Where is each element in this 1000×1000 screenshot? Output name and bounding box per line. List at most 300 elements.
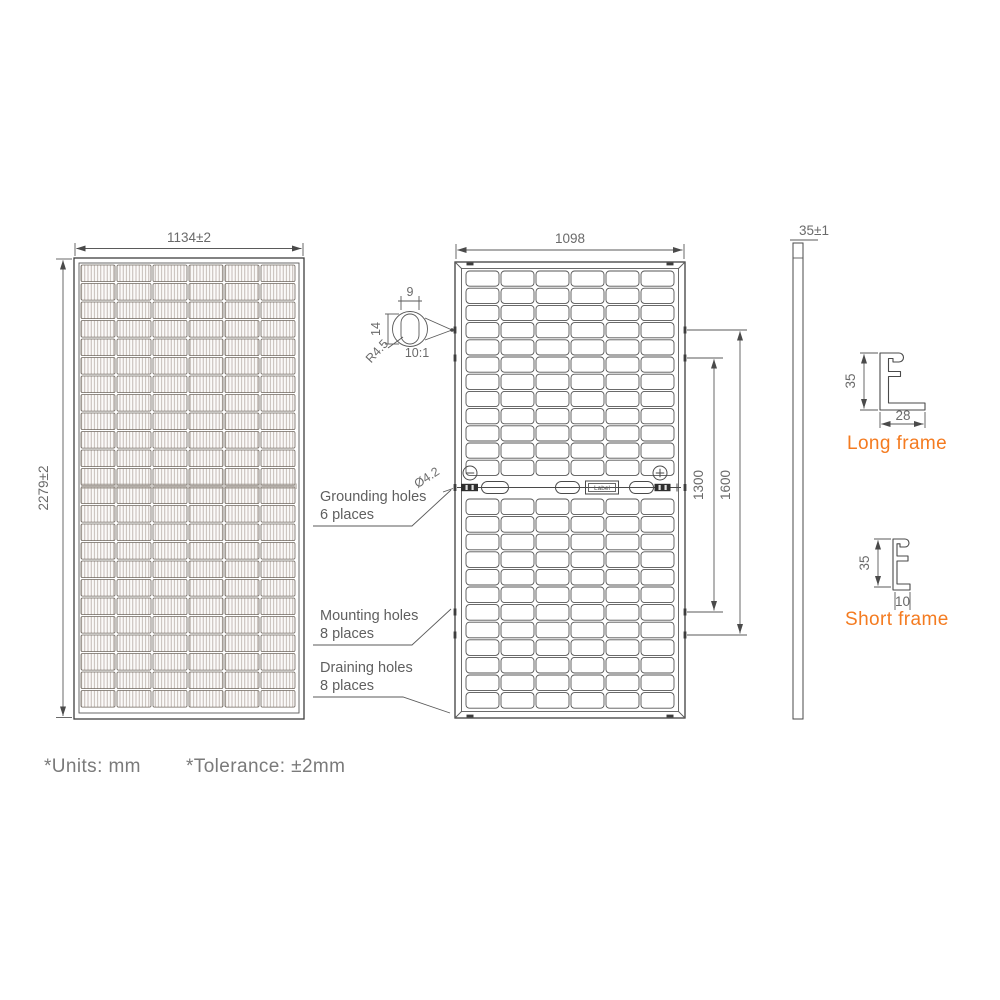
back-cell: [501, 640, 534, 656]
back-cell: [641, 305, 674, 320]
back-cell: [606, 305, 639, 320]
front-cell: [261, 617, 295, 634]
back-cell: [501, 323, 534, 338]
side-view: [790, 223, 829, 719]
back-cell: [466, 357, 499, 372]
front-cell: [153, 672, 187, 689]
front-cell: [81, 265, 115, 282]
hole-mark: [454, 609, 457, 616]
hole-mark: [684, 355, 687, 362]
front-cell: [81, 672, 115, 689]
back-cell: [571, 305, 604, 320]
back-cell: [571, 605, 604, 621]
front-cell: [81, 654, 115, 671]
front-cell: [189, 524, 223, 541]
slot-hole-shape: [401, 314, 419, 344]
back-cell: [641, 340, 674, 355]
front-cell: [117, 635, 151, 652]
back-cell: [536, 552, 569, 568]
front-cell: [117, 265, 151, 282]
back-cell: [536, 409, 569, 424]
back-cell: [571, 460, 604, 475]
footer-notes: [44, 756, 345, 777]
front-cell: [117, 580, 151, 597]
mounting-label-line2: 8 places: [320, 626, 375, 642]
back-cell: [606, 271, 639, 286]
back-cell: [641, 675, 674, 691]
back-cell: [501, 271, 534, 286]
back-cell: [571, 622, 604, 638]
front-cell: [153, 339, 187, 356]
front-cell: [153, 487, 187, 504]
back-cell: [536, 374, 569, 389]
back-cell: [641, 534, 674, 550]
front-cell: [153, 561, 187, 578]
front-cell: [117, 598, 151, 615]
front-cell: [261, 635, 295, 652]
draining-label-line2: 8 places: [320, 678, 375, 694]
back-cell: [641, 374, 674, 389]
short-frame-caption: Short frame: [845, 609, 949, 630]
short-frame-profile: [893, 539, 910, 590]
back-cell: [571, 323, 604, 338]
front-cell: [81, 358, 115, 375]
back-cell: [466, 569, 499, 585]
front-cell: [189, 580, 223, 597]
back-cell: [501, 534, 534, 550]
back-cell: [501, 657, 534, 673]
callout-draining: [313, 660, 450, 713]
dim-1600-label: 1600: [718, 469, 733, 501]
front-cell: [225, 321, 259, 338]
front-cell: [261, 561, 295, 578]
front-cell: [117, 358, 151, 375]
hole-mark: [454, 484, 457, 491]
front-cell: [225, 450, 259, 467]
back-cell: [571, 640, 604, 656]
back-cell: [606, 323, 639, 338]
front-cell: [189, 358, 223, 375]
front-cell: [261, 654, 295, 671]
back-cell: [466, 426, 499, 441]
back-cell: [571, 288, 604, 303]
back-cell: [466, 605, 499, 621]
hole-mark: [667, 263, 674, 266]
front-cell: [117, 469, 151, 486]
back-cell: [501, 426, 534, 441]
front-cell: [81, 487, 115, 504]
front-cell: [153, 524, 187, 541]
back-cell: [571, 587, 604, 603]
hole-mark: [454, 327, 457, 334]
front-cell: [225, 376, 259, 393]
back-cell: [536, 426, 569, 441]
front-cell: [261, 358, 295, 375]
back-cell: [466, 288, 499, 303]
front-width-dimension: [75, 230, 303, 256]
side-profile-bar: [793, 243, 803, 719]
front-cell: [81, 302, 115, 319]
long-frame-profile: [880, 353, 925, 410]
back-cell: [501, 357, 534, 372]
front-cell: [153, 302, 187, 319]
back-cell: [466, 374, 499, 389]
slot-width-label: 9: [406, 285, 414, 299]
front-cell: [189, 487, 223, 504]
hole-mark: [467, 263, 474, 266]
front-cell: [225, 691, 259, 708]
back-cell: [536, 693, 569, 709]
front-cell: [189, 265, 223, 282]
back-cell: [641, 693, 674, 709]
back-cell: [606, 443, 639, 458]
front-cell: [117, 691, 151, 708]
back-cell: [641, 605, 674, 621]
back-cell: [536, 288, 569, 303]
back-cell: [536, 391, 569, 406]
right-connector-icon: [655, 484, 671, 491]
front-cell: [81, 691, 115, 708]
hole-mark: [454, 632, 457, 639]
front-cell: [117, 376, 151, 393]
back-cell: [571, 499, 604, 515]
front-cell: [153, 598, 187, 615]
front-cell: [117, 672, 151, 689]
front-cell: [189, 635, 223, 652]
front-cell: [153, 265, 187, 282]
front-cell: [225, 265, 259, 282]
front-cell: [153, 691, 187, 708]
hole-mark: [454, 355, 457, 362]
front-cell: [153, 617, 187, 634]
detail-target-point: [450, 328, 454, 332]
back-cell: [536, 443, 569, 458]
front-cell: [189, 321, 223, 338]
front-cell: [261, 432, 295, 449]
front-cell: [189, 672, 223, 689]
back-cell: [641, 640, 674, 656]
front-cell: [117, 413, 151, 430]
front-cell: [117, 617, 151, 634]
draining-label-line1: Draining holes: [320, 660, 413, 676]
slot-hole-detail: [363, 285, 454, 366]
back-cell: [501, 340, 534, 355]
back-cell: [501, 622, 534, 638]
back-cell: [536, 271, 569, 286]
back-cell: [571, 374, 604, 389]
back-cell: [501, 517, 534, 533]
hole-mark: [684, 632, 687, 639]
back-cell: [641, 443, 674, 458]
back-cell: [641, 391, 674, 406]
back-cell: [501, 391, 534, 406]
front-cell: [81, 506, 115, 523]
hole-diameter-label: Ø4.2: [411, 464, 443, 491]
units-note: *Units: mm: [44, 756, 141, 777]
front-cell: [81, 450, 115, 467]
back-cell: [466, 409, 499, 424]
back-cell: [501, 569, 534, 585]
front-cell: [261, 506, 295, 523]
grounding-label-line1: Grounding holes: [320, 489, 427, 505]
front-cell: [225, 395, 259, 412]
front-cell: [225, 487, 259, 504]
back-cell: [501, 305, 534, 320]
front-cell: [81, 561, 115, 578]
back-cell: [466, 640, 499, 656]
back-cell: [571, 443, 604, 458]
long-frame-caption: Long frame: [847, 433, 948, 454]
front-cell: [117, 395, 151, 412]
back-cell: [501, 499, 534, 515]
front-cell: [153, 321, 187, 338]
back-cell: [606, 569, 639, 585]
front-cell: [225, 413, 259, 430]
front-cell: [261, 469, 295, 486]
hole-mark: [684, 327, 687, 334]
back-cell: [641, 657, 674, 673]
callout-grounding: [313, 489, 451, 526]
back-cell: [571, 271, 604, 286]
front-cell: [261, 395, 295, 412]
back-cell: [466, 391, 499, 406]
front-cell: [81, 524, 115, 541]
back-cell: [641, 323, 674, 338]
front-view: [36, 230, 304, 719]
short-frame-width-label: 10: [894, 594, 911, 609]
mounting-hole-dimensions: [687, 330, 747, 635]
front-cell: [153, 654, 187, 671]
slot-height-label: 14: [369, 322, 383, 336]
front-cell: [81, 635, 115, 652]
front-cell: [261, 598, 295, 615]
left-connector-icon: [461, 484, 478, 491]
front-cell: [153, 469, 187, 486]
back-cell: [466, 693, 499, 709]
back-cell: [501, 409, 534, 424]
front-cell: [189, 561, 223, 578]
back-cell: [536, 622, 569, 638]
back-cell: [606, 460, 639, 475]
back-cell: [536, 499, 569, 515]
front-cell: [81, 469, 115, 486]
callout-mounting: [313, 608, 451, 645]
back-cell: [606, 426, 639, 441]
front-cell: [117, 524, 151, 541]
front-cell: [225, 302, 259, 319]
front-cell: [261, 339, 295, 356]
front-cell: [153, 432, 187, 449]
front-cell: [261, 284, 295, 301]
front-cell: [225, 543, 259, 560]
short-frame-section: [845, 539, 949, 630]
back-cell: [466, 534, 499, 550]
back-cell: [571, 517, 604, 533]
back-cell: [466, 305, 499, 320]
back-cell: [641, 517, 674, 533]
back-cell: [536, 534, 569, 550]
front-cell: [225, 339, 259, 356]
front-cell: [117, 561, 151, 578]
back-cell: [466, 323, 499, 338]
front-cell: [117, 432, 151, 449]
back-width-dimension: [456, 231, 684, 259]
hole-mark: [467, 715, 474, 718]
grounding-label-line2: 6 places: [320, 507, 375, 523]
front-cell: [117, 284, 151, 301]
back-cell: [536, 305, 569, 320]
front-center-gap: [81, 484, 297, 490]
front-cell: [225, 358, 259, 375]
front-cell: [261, 691, 295, 708]
front-cell: [225, 561, 259, 578]
back-cell: [571, 693, 604, 709]
back-cell: [606, 640, 639, 656]
back-cell: [606, 675, 639, 691]
back-cell: [606, 657, 639, 673]
front-cell: [153, 580, 187, 597]
front-cell: [81, 543, 115, 560]
front-height-dimension: [36, 259, 72, 718]
front-cell: [225, 469, 259, 486]
front-cell: [189, 450, 223, 467]
back-cell: [641, 409, 674, 424]
mounting-label-line1: Mounting holes: [320, 608, 419, 624]
back-cell: [606, 374, 639, 389]
back-cell: [466, 271, 499, 286]
front-cell: [261, 376, 295, 393]
back-cell: [466, 675, 499, 691]
front-cell: [117, 302, 151, 319]
front-cell: [225, 432, 259, 449]
detail-scale-label: 10:1: [404, 346, 430, 360]
front-cell: [189, 598, 223, 615]
front-cell: [225, 617, 259, 634]
front-cell: [117, 450, 151, 467]
front-cell: [153, 358, 187, 375]
slot-radius-label: R4.5: [362, 336, 392, 366]
front-cell: [189, 376, 223, 393]
long-frame-height-label: 35: [843, 373, 858, 389]
back-cell: [536, 605, 569, 621]
front-cell: [81, 617, 115, 634]
hole-mark: [684, 609, 687, 616]
back-cell: [466, 622, 499, 638]
back-cell: [606, 499, 639, 515]
back-cell: [606, 605, 639, 621]
side-thickness-label: 35±1: [799, 223, 829, 238]
back-cell: [466, 443, 499, 458]
tolerance-note: *Tolerance: ±2mm: [186, 756, 346, 777]
front-cell: [81, 376, 115, 393]
back-cell: [641, 587, 674, 603]
front-cell: [81, 339, 115, 356]
back-cell: [536, 675, 569, 691]
back-cell: [536, 640, 569, 656]
back-cell: [501, 693, 534, 709]
back-cell: [606, 622, 639, 638]
front-cell: [225, 654, 259, 671]
back-cell: [466, 657, 499, 673]
front-cell: [81, 413, 115, 430]
front-cell: [225, 580, 259, 597]
front-cell: [261, 487, 295, 504]
back-cell: [466, 517, 499, 533]
front-cell: [153, 284, 187, 301]
back-cell: [466, 587, 499, 603]
back-cell: [501, 374, 534, 389]
back-cell: [466, 340, 499, 355]
front-cell: [261, 321, 295, 338]
back-cell: [606, 288, 639, 303]
front-cell: [153, 635, 187, 652]
front-cell: [225, 284, 259, 301]
front-cell: [189, 691, 223, 708]
back-cell: [466, 552, 499, 568]
front-cell: [117, 321, 151, 338]
back-cell: [641, 288, 674, 303]
front-cell: [81, 580, 115, 597]
back-cell: [571, 675, 604, 691]
front-cell: [261, 450, 295, 467]
hole-diameter-callout: [412, 464, 453, 492]
hole-mark: [667, 715, 674, 718]
back-cell: [501, 587, 534, 603]
back-cell: [641, 622, 674, 638]
back-cell: [571, 409, 604, 424]
back-cell: [641, 357, 674, 372]
back-cell: [571, 391, 604, 406]
back-cell: [536, 357, 569, 372]
back-cell: [536, 587, 569, 603]
front-cell: [189, 506, 223, 523]
back-cell: [536, 569, 569, 585]
front-cell: [225, 672, 259, 689]
back-cell: [571, 569, 604, 585]
back-cell: [606, 340, 639, 355]
long-frame-section: [843, 353, 947, 454]
front-cell: [117, 654, 151, 671]
front-cell: [261, 672, 295, 689]
back-cell: [606, 357, 639, 372]
front-cell: [189, 284, 223, 301]
front-cell: [117, 506, 151, 523]
back-cell: [501, 675, 534, 691]
back-cell: [466, 499, 499, 515]
front-cell: [81, 395, 115, 412]
back-cell: [536, 340, 569, 355]
back-cell: [641, 426, 674, 441]
back-view: [412, 231, 747, 718]
front-cell: [189, 302, 223, 319]
back-cell: [536, 323, 569, 338]
back-cell: [641, 271, 674, 286]
front-cell: [189, 617, 223, 634]
front-cell: [261, 265, 295, 282]
back-cell: [606, 517, 639, 533]
back-cell: [571, 340, 604, 355]
back-cell: [501, 460, 534, 475]
front-cell: [153, 395, 187, 412]
back-cell: [641, 552, 674, 568]
back-cell: [536, 517, 569, 533]
front-cell: [189, 654, 223, 671]
front-cell: [117, 339, 151, 356]
front-height-label: 2279±2: [36, 465, 51, 511]
back-cell: [571, 426, 604, 441]
back-cell: [571, 552, 604, 568]
front-cell: [153, 413, 187, 430]
